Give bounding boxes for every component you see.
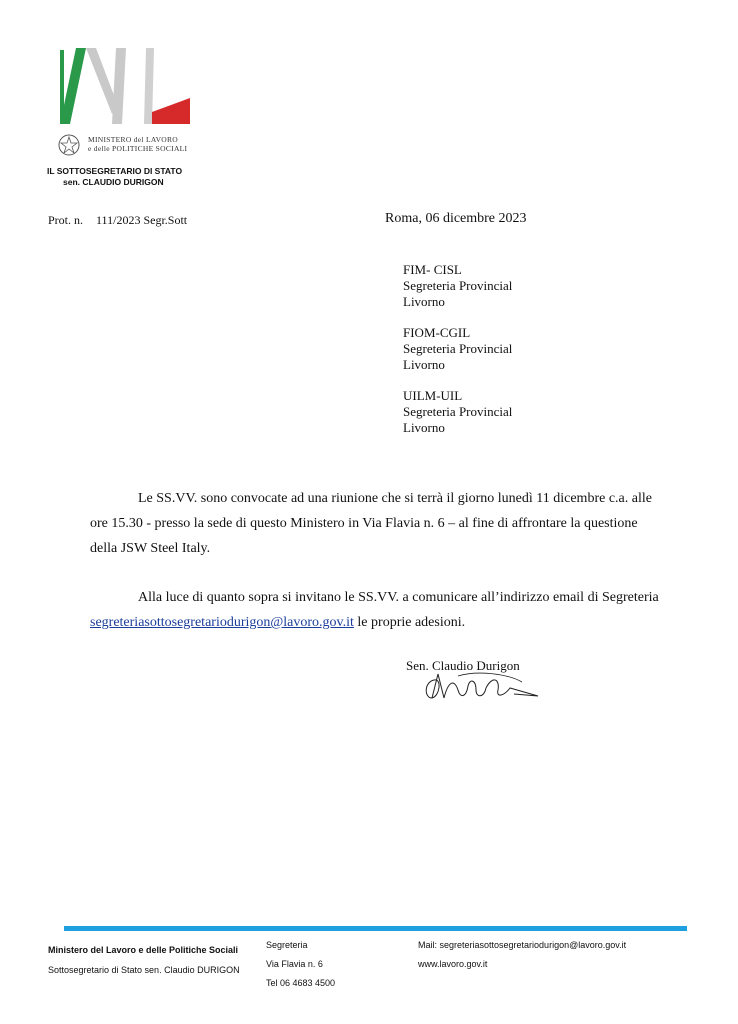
footer-ministry: Ministero del Lavoro e delle Politiche Sociali	[48, 945, 239, 955]
protocol-number: 111/2023 Segr.Sott	[96, 213, 188, 227]
recipient-org: FIM- CISL	[403, 262, 462, 277]
footer-website: www.lavoro.gov.it	[418, 959, 488, 969]
ministry-line-2: e delle POLITICHE SOCIALI	[88, 144, 188, 153]
footer-secretariat: Segreteria	[266, 940, 308, 950]
footer-rule	[64, 926, 687, 931]
footer-undersecretary: Sottosegretario di Stato sen. Claudio DURIGON	[48, 965, 240, 975]
recipient-dept: Segreteria Provincial	[403, 278, 513, 293]
protocol-label: Prot. n.	[48, 213, 84, 227]
recipient-org: FIOM-CGIL	[403, 325, 471, 340]
footer-mail: Mail: segreteriasottosegretariodurigon@lavoro.gov.it	[418, 940, 627, 950]
recipient-dept: Segreteria Provincial	[403, 404, 513, 419]
body-paragraph-1	[90, 486, 690, 561]
ministry-logo	[56, 44, 196, 128]
recipient-block	[403, 262, 512, 310]
recipient-org: UILM-UIL	[403, 388, 463, 403]
office-person: sen. CLAUDIO DURIGON	[63, 177, 164, 187]
handwritten-signature	[418, 668, 548, 708]
body-paragraph-2	[90, 585, 690, 635]
body-line: Alla luce di quanto sopra si invitano le SS.VV. a comunicare all’indirizzo email di Segreteria	[138, 590, 659, 605]
office-title: IL SOTTOSEGRETARIO DI STATO	[47, 166, 183, 176]
recipient-block	[403, 325, 512, 373]
republic-emblem-icon	[57, 133, 81, 157]
signatory-name: Sen. Claudio Durigon	[406, 658, 520, 673]
body-line	[90, 610, 690, 635]
recipient-block	[403, 388, 512, 436]
protocol-line	[48, 213, 187, 228]
recipient-city: Livorno	[403, 420, 445, 435]
body-tail: le proprie adesioni.	[353, 615, 466, 630]
body-line: Le SS.VV. sono convocate ad una riunione che si terrà il giorno lunedì 11 dicembre c.a. alle	[138, 491, 652, 506]
footer-phone: Tel 06 4683 4500	[266, 978, 336, 988]
place-date: Roma, 06 dicembre 2023	[385, 211, 527, 226]
recipient-dept: Segreteria Provincial	[403, 341, 513, 356]
recipient-city: Livorno	[403, 294, 445, 309]
footer-address: Via Flavia n. 6	[266, 959, 323, 969]
ministry-wordmark	[88, 135, 187, 153]
body-line: ore 15.30 - presso la sede di questo Ministero in Via Flavia n. 6 – al fine di affrontare la questione	[90, 516, 638, 531]
recipient-city: Livorno	[403, 357, 445, 372]
body-line: della JSW Steel Italy.	[90, 541, 211, 556]
ministry-line-1: MINISTERO del LAVORO	[88, 135, 179, 144]
email-link[interactable]: segreteriasottosegretariodurigon@lavoro.gov.it	[90, 615, 354, 630]
